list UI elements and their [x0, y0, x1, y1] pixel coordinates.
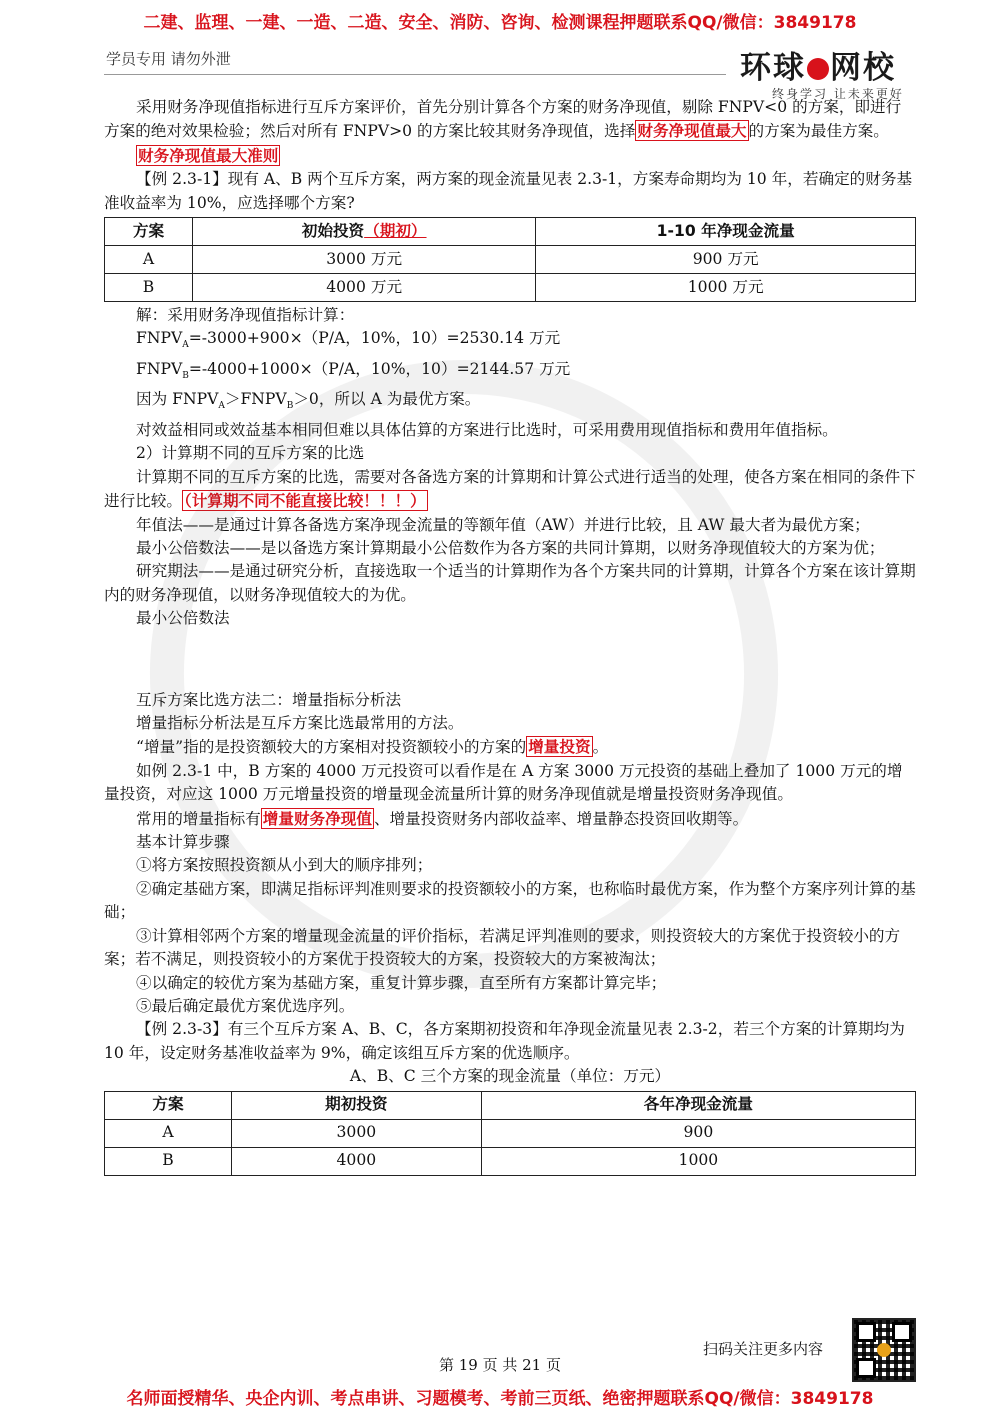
highlight-incremental-investment: 增量投资: [528, 737, 591, 757]
table-row: A 3000 900: [105, 1119, 916, 1147]
table-row: A 3000 万元 900 万元: [105, 246, 916, 274]
logo-slogan: 终身学习 让未来更好: [772, 87, 904, 101]
logo-text-pre: 环球: [740, 50, 806, 86]
table1-header-cashflow: 1-10 年净现金流量: [536, 218, 916, 246]
method-2-p4: 常用的增量指标有 增量财务净现值 、增量投资财务内部收益率、增量静态投资回收期等。: [136, 808, 749, 828]
table2-caption: A、B、C 三个方案的现金流量（单位：万元）: [349, 1067, 671, 1086]
para-cost: 对效益相同或效益基本相同但难以具体估算的方案进行比选时，可采用费用现值指标和费用年值指标。: [136, 420, 838, 439]
highlight-not-comparable: （计算期不同不能直接比较！！！）: [183, 491, 426, 511]
para-annual-value: 年值法——是通过计算各备选方案净现金流量的等额年值（AW）并进行比较，且 AW 最大者为最优方案；: [136, 515, 870, 534]
header-divider: [104, 74, 726, 75]
solution-line-4: 因为 $FNPV_A>FNPV_B>0$，所以 A 为最优方案。: [136, 390, 481, 412]
para-diff-period: 计算期不同的互斥方案的比选，需要对各备选方案的计算期和计算公式进行适当的处理，使各方案在相同的条件下进行比较。 （计算期不同不能直接比较！！！）: [104, 467, 916, 511]
logo-text-post: 网校: [830, 50, 896, 86]
para-fnpv-intro: 采用财务净现值指标进行互斥方案评价，首先分别计算各个方案的财务净现值，剔除 FNPV<0 的方案，即进行方案的绝对效果检验；然后对所有 FNPV>0 的方案比较其财务净现值，选择 财务净现值最大 的方案为最佳方案。: [104, 98, 902, 141]
table-row: B 4000 1000: [105, 1147, 916, 1175]
list-item: ②确定基础方案，即满足指标评判准则要求的投资额较小的方案，也称临时最优方案，作为整个方案序列计算的基础；: [104, 879, 916, 922]
example-3: 【例 2.3-3】有三个互斥方案 A、B、C，各方案期初投资和年净现金流量见表 2.3-2，若三个方案的计算期均为 10 年，设定财务基准收益率为 9%，确定该组互斥方案的优选顺序。: [104, 1020, 905, 1062]
solution-line-1: 解：采用财务净现值指标计算：: [136, 306, 355, 325]
solution-line-2: $FNPV_A=-3000+900\times(P/A$，10%，10）=2530.14 万元: [136, 329, 561, 351]
method-2-p3: 如例 2.3-1 中，B 方案的 4000 万元投资可以看作是在 A 方案 3000 万元投资的基础上叠加了 1000 万元的增量投资，对应这 1000 万元增量投资的增量现金流量所计算的财务净现值就是增量投资财务净现值。: [104, 761, 903, 804]
method-2-title: 互斥方案比选方法二：增量指标分析法: [136, 690, 402, 709]
list-item: ④以确定的较优方案为基础方案，重复计算步骤，直至所有方案都计算完毕；: [136, 973, 667, 992]
highlight-max-fnpv: 财务净现值最大: [637, 121, 747, 141]
table1-header-investment: 初始投资（期初）: [192, 218, 535, 246]
list-item: ③计算相邻两个方案的增量现金流量的评价指标，若满足评判准则的要求，则投资较大的方案优于投资较小的方案；若不满足，则投资较小的方案优于投资较大的方案，投资较大的方案被淘汰；: [104, 926, 901, 969]
table-cashflow-1: [104, 217, 916, 302]
header-label: 学员专用 请勿外泄: [106, 50, 231, 68]
document-body: [104, 96, 916, 1178]
section-2-heading: 2）计算期不同的互斥方案的比选: [136, 444, 365, 463]
method-2-p1: 增量指标分析法是互斥方案比选最常用的方法。: [136, 714, 464, 733]
highlight-incremental-fnpv: 增量财务净现值: [262, 808, 372, 828]
bottom-banner: 名师面授精华、央企内训、考点串讲、习题模考、考前三页纸、绝密押题联系QQ/微信：3849178: [126, 1389, 874, 1409]
lcm-label: 最小公倍数法: [136, 609, 230, 628]
table-cashflow-2: 方案 期初投资 各年净现金流量 A 3000 900 B 4000 1000: [104, 1091, 916, 1176]
brand-logo: [740, 42, 920, 102]
list-item: ⑤最后确定最优方案优选序列。: [136, 996, 355, 1015]
rule-label: 财务净现值最大准则: [138, 145, 279, 165]
method-2-p2: “增量”指的是投资额较大的方案相对投资额较小的方案的 增量投资 。: [136, 737, 609, 757]
list-item: ①将方案按照投资额从小到大的顺序排列；: [136, 856, 433, 875]
logo-play-icon: [807, 58, 829, 80]
steps-title: 基本计算步骤: [136, 833, 230, 852]
table1-header-scheme: 方案: [105, 218, 193, 246]
page-number: 第 19 页 共 21 页: [438, 1356, 561, 1374]
example-1: 【例 2.3-1】现有 A、B 两个互斥方案，两方案的现金流量见表 2.3-1，方案寿命期均为 10 年，若确定的财务基准收益率为 10%，应选择哪个方案?: [104, 170, 913, 212]
top-banner: 二建、监理、一建、一造、二造、安全、消防、咨询、检测课程押题联系QQ/微信：3849178: [143, 13, 857, 33]
scan-prompt: 扫码关注更多内容: [703, 1340, 824, 1358]
solution-line-3: $FNPV_B=-4000+1000\times(P/A$，10%，10）=2144.57 万元: [136, 359, 571, 382]
para-study-period: 研究期法——是通过研究分析，直接选取一个适当的计算期作为各个方案共同的计算期，计算各个方案在该计算期内的财务净现值，以财务净现值较大的为优。: [104, 562, 916, 604]
table-row: B 4000 万元 1000 万元: [105, 274, 916, 302]
para-lcm: 最小公倍数法——是以备选方案计算期最小公倍数作为各方案的共同计算期，以财务净现值较大的方案为优；: [136, 539, 885, 558]
